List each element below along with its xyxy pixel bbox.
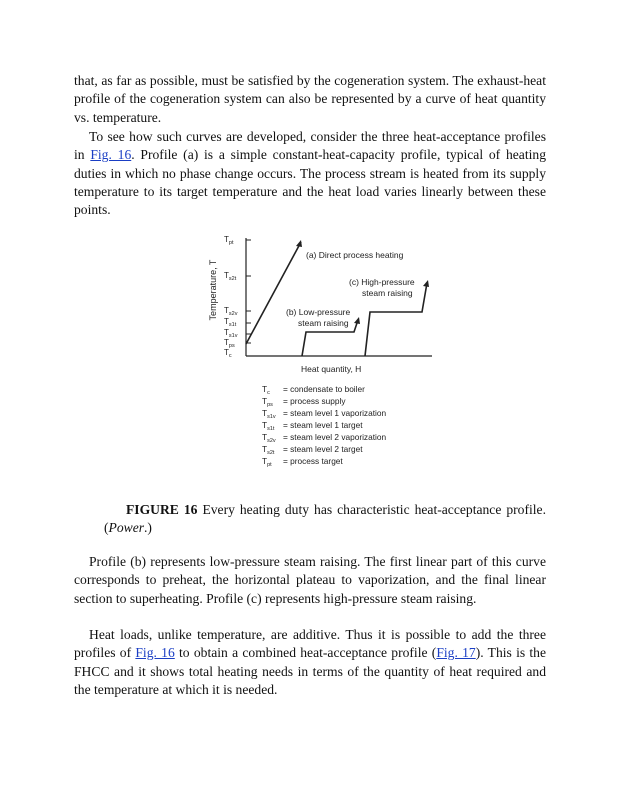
tick-label-ts2v: $T_{s2v}$ <box>224 306 238 317</box>
figure-caption <box>104 501 546 538</box>
figure-caption-text: Every heating duty has characteristic heat-acceptance profile. ( <box>104 502 546 536</box>
tick-label-tps: $T_{ps}$ <box>224 338 235 349</box>
y-ticks <box>246 240 251 343</box>
curve-b-label-line2: steam raising <box>298 318 349 328</box>
tick-label-ts2t: $T_{s2t}$ <box>224 271 237 282</box>
curve-b-label-line1: (b) Low-pressure <box>286 307 351 317</box>
curve-c-label-line2: steam raising <box>362 288 413 298</box>
figure-caption-end: .) <box>144 520 152 536</box>
legend-item-ts2v: $T_{s2v}$ = steam level 2 vaporization <box>262 432 387 444</box>
paragraph-4-text-c: ). This is the FHCC and it shows total heating needs in terms of the quantity of heat required and the temperature at which it is needed. <box>74 645 547 697</box>
tick-label-ts1t: $T_{s1t}$ <box>224 317 237 328</box>
legend-item-tps: $T_{ps}$ = process supply <box>262 396 346 408</box>
curve-b-arrowhead <box>354 317 360 324</box>
legend-item-ts1v: $T_{s1v}$ = steam level 1 vaporization <box>262 408 387 420</box>
figure-caption-source: Power <box>108 520 145 536</box>
paragraph-3: Profile (b) represents low-pressure steam raising. The first linear part of this curve corresponds to preheat, the horizontal plateau to vaporization, and the final linear section to superheating. Profile (c) represents high-pressure steam raising. <box>74 554 546 606</box>
x-axis-label: Heat quantity, H <box>301 364 362 374</box>
curve-c-label-line1: (c) High-pressure <box>349 277 415 287</box>
curve-c-arrowhead <box>423 280 429 287</box>
tick-label-tc: $T_c$ <box>224 348 232 359</box>
heat-acceptance-figure <box>200 228 440 473</box>
legend-item-ts1t: $T_{s1t}$ = steam level 1 target <box>262 420 363 432</box>
tick-label-ts1v: $T_{s1v}$ <box>224 328 238 339</box>
paragraph-1: that, as far as possible, must be satisfied by the cogeneration system. The exhaust-heat profile of the cogeneration system can also be represented by a curve of heat quantity vs. temperature. <box>74 73 546 125</box>
fig16-link-2[interactable]: Fig. 16 <box>135 645 175 661</box>
curve-a-arrowhead <box>296 240 302 247</box>
legend <box>262 384 386 468</box>
paragraph-2-text-a: To see how such curves are developed, consider the three heat-acceptance profiles in <box>74 129 546 163</box>
y-axis-label: Temperature, T <box>208 259 218 321</box>
paragraph-4 <box>74 626 546 699</box>
curve-a <box>246 242 301 344</box>
legend-item-ts2t: $T_{s2t}$ = steam level 2 target <box>262 444 363 456</box>
legend-item-tc: $T_c$ = condensate to boiler <box>262 384 365 396</box>
legend-item-tpt: $T_{pt}$ = process target <box>262 456 343 468</box>
figure-caption-label: FIGURE 16 <box>126 502 198 517</box>
paragraph-2-text-b: . Profile (a) is a simple constant-heat-capacity profile, typical of heating duties in which no phase change occurs. The process stream is heated from its supply temperature to its target temperature and the heat load varies linearly between these points. <box>74 147 546 218</box>
tick-label-tpt: $T_{pt}$ <box>224 235 234 246</box>
paragraph-4-text-a: Heat loads, unlike temperature, are additive. Thus it is possible to add the three profiles of <box>74 627 546 661</box>
paragraph-2 <box>74 128 546 219</box>
fig17-link[interactable]: Fig. 17 <box>436 645 476 661</box>
paragraph-4-text-b: to obtain a combined heat-acceptance profile ( <box>174 645 437 661</box>
fig16-link[interactable]: Fig. 16 <box>90 147 132 163</box>
curve-a-label: (a) Direct process heating <box>306 250 404 260</box>
